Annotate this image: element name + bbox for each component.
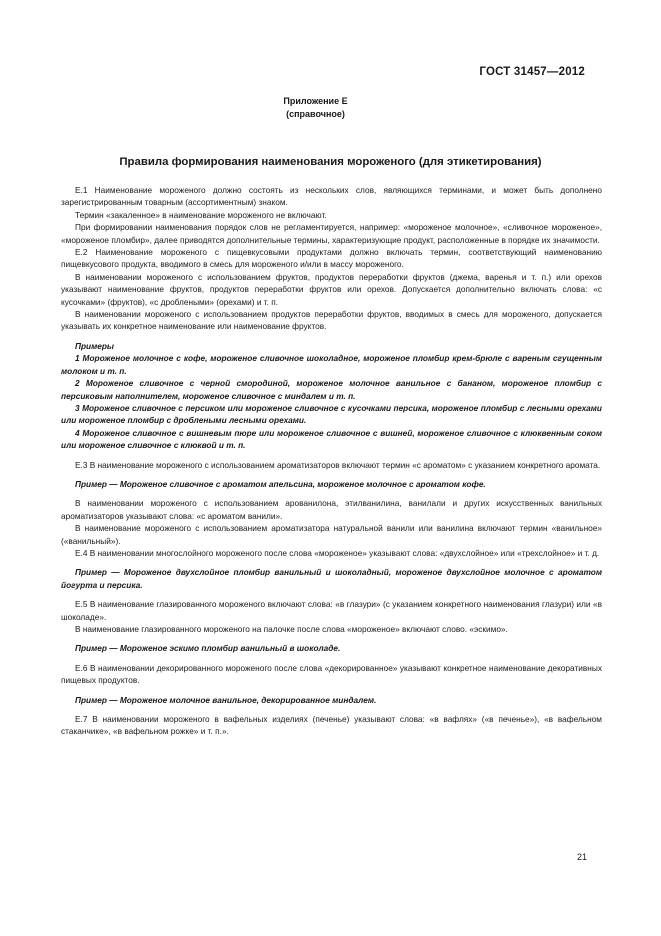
paragraph: При формировании наименования порядок слов не регламентируется, например: «мороженое молочное», «сливочное мороженое», «мороженое пломбир», далее приводятся дополнительные термины, характеризующие продукт, расположенные в порядке их значимости. bbox=[61, 222, 602, 245]
paragraph-e4: Е.4 В наименовании многослойного мороженого после слова «мороженое» указывают слова: «двухслойное» или «трехслойное» и т. д. bbox=[75, 547, 600, 558]
paragraph-e1: Е.1 Наименование мороженого должно состоять из нескольких слов, являющихся терминами, и может быть дополнено зарегистрированным товарным (ассортиментным) знаком. bbox=[61, 185, 602, 208]
paragraph-e6: Е.6 В наименовании декорированного мороженого после слова «декорированное» указывают конкретное наименование декоративных пищевых продуктов. bbox=[61, 662, 602, 686]
examples-heading: Примеры bbox=[75, 340, 115, 351]
example-item: Пример — Мороженое двухслойное пломбир ванильный и шоколадный, мороженое двухслойное молочное с ароматом йогурта и персика. bbox=[61, 567, 602, 590]
example-item: 2 Мороженое сливочное с черной смородиной, мороженое молочное ванильное с бананом, мороженое пломбир с персиковым наполнителем, мороженое сливочное с миндалем и т. п. bbox=[61, 378, 602, 401]
paragraph: Термин «закаленное» в наименование мороженого не включают. bbox=[75, 209, 327, 220]
page-title: Правила формирования наименования мороженого (для этикетирования) bbox=[119, 156, 542, 168]
document-body bbox=[61, 184, 602, 738]
paragraph: В наименовании мороженого с использованием продуктов переработки фруктов, вводимых в смесь для мороженого, допускается указывать их конкретное наименование или наименование фруктов. bbox=[61, 309, 602, 332]
example-item: 3 Мороженое сливочное с персиком или мороженое сливочное с кусочками персика, мороженое пломбир с лесными орехами или мороженое пломбир с дроблеными лесными орехами. bbox=[61, 402, 602, 426]
page-number: 21 bbox=[576, 852, 587, 862]
standard-code: ГОСТ 31457—2012 bbox=[479, 66, 585, 78]
paragraph-e7: Е.7 В наименовании мороженого в вафельных изделиях (печенье) указывают слова: «в вафлях» («в печенье»), «в вафельном стаканчике», «в вафельном рожке» и т. п.». bbox=[61, 714, 602, 737]
paragraph-e3: Е.3 В наименование мороженого с использованием ароматизаторов включают термин «с ароматом» с указанием конкретного аромата. bbox=[75, 459, 601, 470]
paragraph: В наименовании мороженого с использованием фруктов, продуктов переработки фруктов (джема, варенья и т. п.) или орехов указывают наименование фруктов, продуктов переработки фруктов или орехов. Допускается дополнительно включать слова: «с кусочками» (фруктов), «с дроблеными» (орехами) и т. п. bbox=[61, 271, 602, 307]
example-item: Пример — Мороженое молочное ванильное, декорированное миндалем. bbox=[75, 694, 377, 705]
example-item: Пример — Мороженое эскимо пломбир ванильный в шоколаде. bbox=[75, 643, 341, 654]
appendix-heading bbox=[0, 95, 661, 121]
appendix-label: Приложение Е bbox=[283, 96, 348, 106]
example-item: Пример — Мороженое сливочное с ароматом апельсина, мороженое молочное с ароматом кофе. bbox=[75, 478, 486, 489]
example-item: 4 Мороженое сливочное с вишневым пюре или мороженое сливочное с вишней, мороженое сливочное с клюквенным соком или мороженое сливочное с клюквой и т. п. bbox=[61, 427, 602, 451]
paragraph: В наименование мороженого с использованием ароматизатора натуральной ванили или ванилина включают термин «ванильное» («ванильный»). bbox=[61, 523, 602, 546]
paragraph-e5: Е.5 В наименование глазированного мороженого включают слова: «в глазури» (с указанием конкретного наименования глазури) или «в шоколаде». bbox=[61, 599, 602, 622]
paragraph: В наименование глазированного мороженого на палочке после слова «мороженое» включают слово. «эскимо». bbox=[75, 624, 508, 634]
appendix-type: (справочное) bbox=[286, 109, 345, 119]
example-item: 1 Мороженое молочное с кофе, мороженое сливочное шоколадное, мороженое пломбир крем-брюле с вареным сгущенным молоком и т. п. bbox=[61, 353, 602, 376]
paragraph-e2: Е.2 Наименование мороженого с пищевкусовыми продуктами должно включать термин, соответствующий наименованию пищевкусового продукта, вводимого в смесь для мороженого и/или в массу мороженого. bbox=[61, 247, 602, 270]
paragraph: В наименовании мороженого с использованием арованилона, этилванилина, ванилали и других искусственных ванильных ароматизаторов указывают слова: «с ароматом ванили». bbox=[61, 498, 602, 521]
